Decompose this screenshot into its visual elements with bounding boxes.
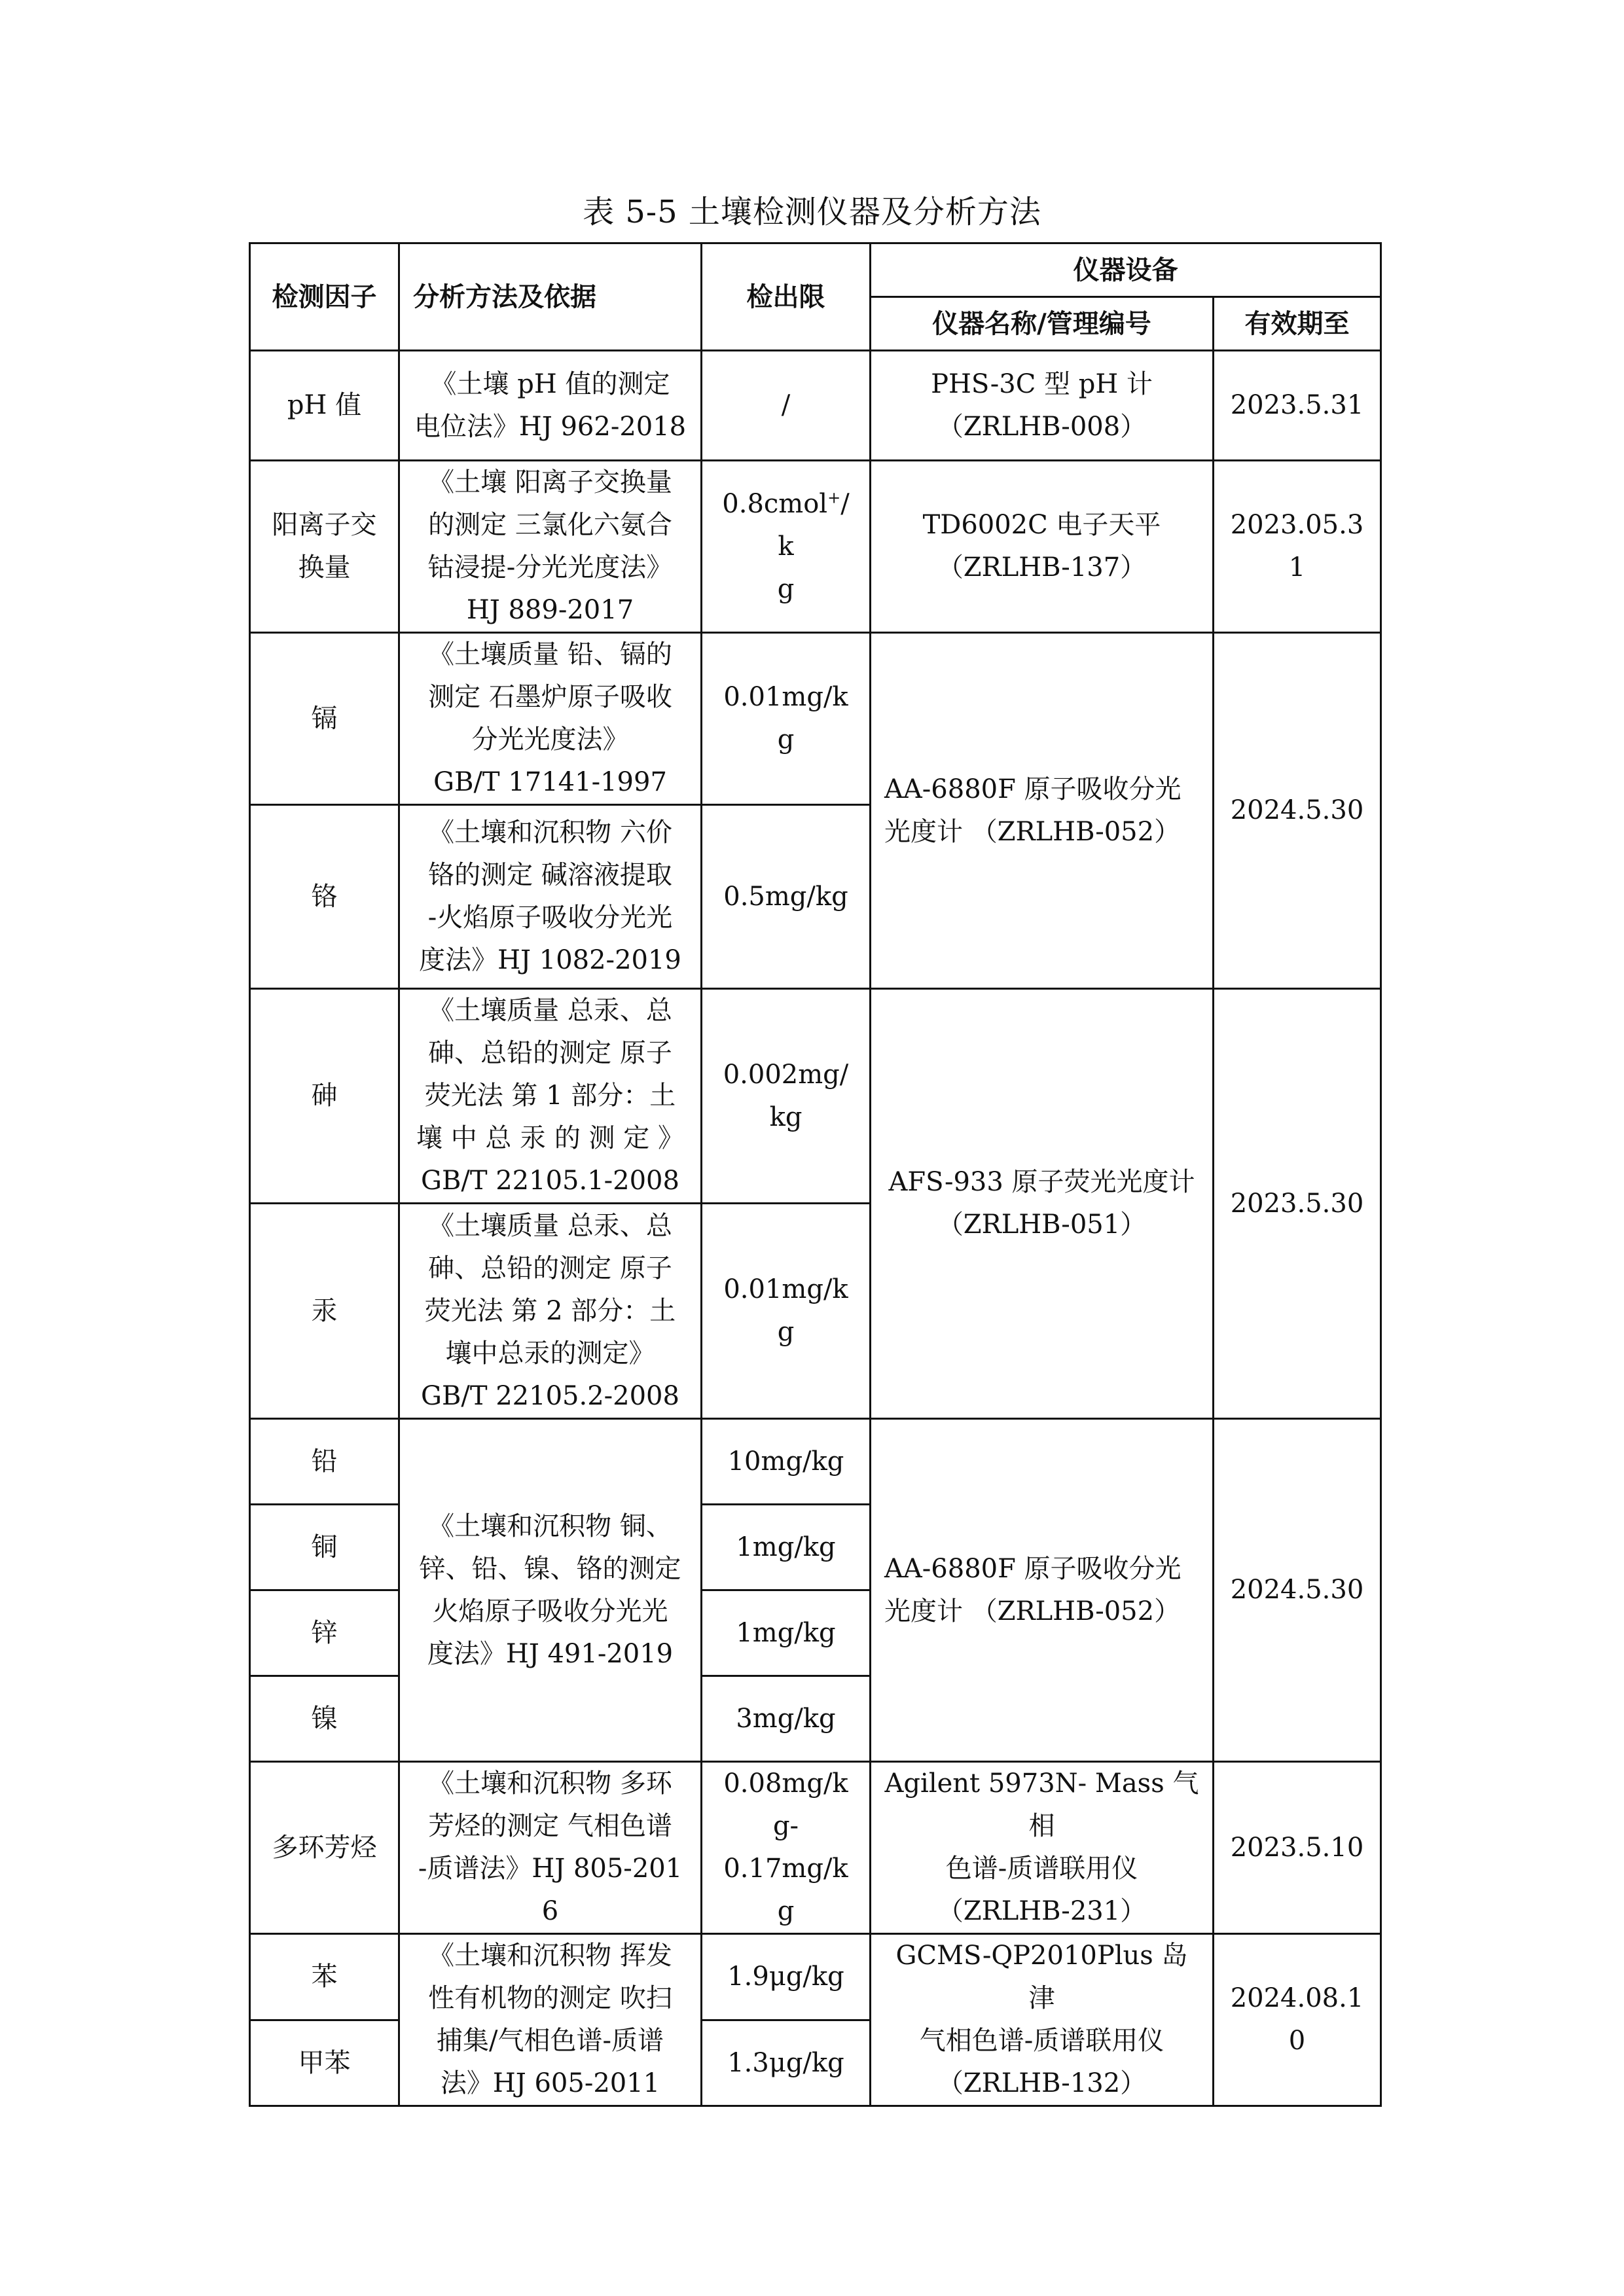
instrument-cell xyxy=(871,351,1214,461)
instrument-line: PHS-3C 型 pH 计 xyxy=(931,368,1153,399)
method-cell xyxy=(399,1762,702,1934)
instrument-line: 色谱-质谱联用仪 xyxy=(945,1854,1138,1884)
method-line: 芳烃的测定 气相色谱 xyxy=(428,1811,672,1841)
valid-cell: 2024.5.30 xyxy=(1214,633,1381,989)
method-line: 《土壤质量 总汞、总 xyxy=(428,1210,672,1241)
valid-cell: 2023.5.10 xyxy=(1214,1762,1381,1934)
factor-cell: 苯 xyxy=(250,1934,399,2020)
factor-cell: 砷 xyxy=(250,989,399,1204)
instrument-line: GCMS-QP2010Plus 岛津 xyxy=(895,1941,1188,2013)
factor-cell: 锌 xyxy=(250,1590,399,1676)
limit-cell: 0.002mg/kg xyxy=(702,989,871,1204)
method-line: -质谱法》HJ 805-2016 xyxy=(418,1854,683,1926)
factor-cell: 多环芳烃 xyxy=(250,1762,399,1934)
method-cell xyxy=(399,989,702,1204)
table-row xyxy=(250,1762,1381,1934)
valid-cell: 2023.5.30 xyxy=(1214,989,1381,1419)
limit-cell: 10mg/kg xyxy=(702,1419,871,1505)
limit-cell xyxy=(702,1762,871,1934)
table-row xyxy=(250,1419,1381,1505)
method-line: HJ 889-2017 xyxy=(466,595,634,625)
instrument-line: 光度计 （ZRLHB-052） xyxy=(884,816,1181,847)
valid-cell: 2023.05.31 xyxy=(1214,461,1381,633)
header-factor: 检测因子 xyxy=(250,243,399,351)
method-line: GB/T 17141-1997 xyxy=(433,767,667,797)
method-line: 度法》HJ 1082-2019 xyxy=(419,945,681,975)
method-line: 《土壤和沉积物 挥发 xyxy=(428,1941,672,1971)
header-limit: 检出限 xyxy=(702,243,871,351)
method-cell xyxy=(399,1204,702,1419)
factor-cell: 镍 xyxy=(250,1676,399,1762)
method-line: 《土壤和沉积物 铜、 xyxy=(428,1511,672,1541)
valid-cell: 2024.5.30 xyxy=(1214,1419,1381,1762)
table-row xyxy=(250,461,1381,633)
factor-cell xyxy=(250,461,399,633)
instrument-cell xyxy=(871,989,1214,1419)
instrument-line: （ZRLHB-051） xyxy=(937,1210,1147,1240)
factor-cell: 铬 xyxy=(250,805,399,989)
method-line: 测定 石墨炉原子吸收 xyxy=(428,682,672,712)
method-line: 《土壤 pH 值的测定 xyxy=(430,368,670,399)
limit-tail: /k xyxy=(778,488,850,562)
method-cell xyxy=(399,351,702,461)
method-line: 钴浸提-分光光度法》 xyxy=(427,552,673,583)
table-row xyxy=(250,989,1381,1204)
method-line: 《土壤 阳离子交换量 xyxy=(428,467,672,497)
limit-cell: 0.01mg/kg xyxy=(702,1204,871,1419)
header-instrument: 仪器名称/管理编号 xyxy=(871,297,1214,351)
method-line: 铬的测定 碱溶液提取 xyxy=(428,860,672,890)
method-line: GB/T 22105.2-2008 xyxy=(421,1380,679,1411)
method-line: 《土壤质量 总汞、总 xyxy=(428,996,672,1026)
method-line: 捕集/气相色谱-质谱 xyxy=(437,2026,664,2056)
limit-cell: 1mg/kg xyxy=(702,1505,871,1590)
method-cell xyxy=(399,461,702,633)
factor-cell: pH 值 xyxy=(250,351,399,461)
instrument-line: 光度计 （ZRLHB-052） xyxy=(884,1596,1181,1626)
factor-line: 阳离子交 xyxy=(272,510,377,540)
instrument-cell xyxy=(871,1762,1214,1934)
method-line: 壤中总汞的测定》 xyxy=(445,1338,655,1369)
method-line: 荧光法 第 2 部分：土 xyxy=(424,1295,676,1326)
limit-line: 0.08mg/kg- xyxy=(723,1768,848,1841)
instrument-cell xyxy=(871,1419,1214,1762)
valid-cell: 2024.08.10 xyxy=(1214,1934,1381,2106)
factor-cell: 铅 xyxy=(250,1419,399,1505)
limit-line: g xyxy=(777,573,795,604)
soil-instrument-table xyxy=(249,242,1382,2107)
limit-line xyxy=(715,483,856,568)
method-line: 分光光度法》 xyxy=(471,725,629,755)
factor-line: 换量 xyxy=(298,552,351,583)
limit-cell: / xyxy=(702,351,871,461)
limit-cell xyxy=(702,461,871,633)
method-cell xyxy=(399,1419,702,1762)
limit-superscript: + xyxy=(827,488,841,507)
method-line: 度法》HJ 491-2019 xyxy=(427,1638,674,1669)
factor-cell: 甲苯 xyxy=(250,2020,399,2106)
instrument-line: AA-6880F 原子吸收分光 xyxy=(884,774,1182,804)
method-line: 电位法》HJ 962-2018 xyxy=(414,411,687,442)
instrument-cell xyxy=(871,461,1214,633)
method-line: 壤 中 总 汞 的 测 定 》 xyxy=(416,1123,684,1153)
method-cell xyxy=(399,1934,702,2106)
header-row xyxy=(250,243,1381,297)
method-line: 砷、总铅的测定 原子 xyxy=(428,1253,672,1283)
method-cell xyxy=(399,633,702,805)
instrument-line: 气相色谱-质谱联用仪 xyxy=(919,2026,1164,2056)
limit-cell: 0.01mg/kg xyxy=(702,633,871,805)
instrument-line: AA-6880F 原子吸收分光 xyxy=(884,1553,1182,1584)
instrument-line: （ZRLHB-137） xyxy=(937,552,1147,583)
limit-cell: 1.3μg/kg xyxy=(702,2020,871,2106)
table-row xyxy=(250,633,1381,805)
limit-cell: 3mg/kg xyxy=(702,1676,871,1762)
instrument-cell xyxy=(871,633,1214,989)
method-line: 砷、总铅的测定 原子 xyxy=(428,1038,672,1068)
limit-line: 0.17mg/kg xyxy=(723,1854,848,1926)
instrument-line: AFS-933 原子荧光光度计 xyxy=(888,1167,1195,1197)
table-title: 表 5-5 土壤检测仪器及分析方法 xyxy=(583,194,1041,230)
header-method: 分析方法及依据 xyxy=(399,243,702,351)
limit-cell: 1mg/kg xyxy=(702,1590,871,1676)
table-row xyxy=(250,351,1381,461)
limit-base: 0.8cmol xyxy=(722,488,828,519)
method-line: 荧光法 第 1 部分：土 xyxy=(424,1081,676,1111)
limit-cell: 0.5mg/kg xyxy=(702,805,871,989)
method-line: -火焰原子吸收分光光 xyxy=(427,903,673,933)
instrument-line: （ZRLHB-008） xyxy=(937,411,1147,442)
method-line: 《土壤质量 铅、镉的 xyxy=(428,639,672,670)
instrument-line: Agilent 5973N- Mass 气相 xyxy=(884,1768,1199,1841)
method-line: GB/T 22105.1-2008 xyxy=(421,1166,679,1196)
method-line: 性有机物的测定 吹扫 xyxy=(428,1983,672,2013)
header-valid: 有效期至 xyxy=(1214,297,1381,351)
method-line: 锌、铅、镍、铬的测定 xyxy=(419,1553,681,1584)
method-line: 法》HJ 605-2011 xyxy=(440,2068,660,2098)
table-row xyxy=(250,1934,1381,2020)
valid-cell: 2023.5.31 xyxy=(1214,351,1381,461)
instrument-line: （ZRLHB-231） xyxy=(937,1896,1147,1926)
method-cell xyxy=(399,805,702,989)
method-line: 的测定 三氯化六氨合 xyxy=(428,510,672,540)
instrument-cell xyxy=(871,1934,1214,2106)
method-line: 火焰原子吸收分光光 xyxy=(432,1596,668,1626)
method-line: 《土壤和沉积物 六价 xyxy=(428,817,672,848)
instrument-line: TD6002C 电子天平 xyxy=(922,510,1161,540)
limit-cell: 1.9μg/kg xyxy=(702,1934,871,2020)
factor-cell: 汞 xyxy=(250,1204,399,1419)
header-equipment: 仪器设备 xyxy=(871,243,1381,297)
instrument-line: （ZRLHB-132） xyxy=(937,2068,1147,2098)
method-line: 《土壤和沉积物 多环 xyxy=(428,1768,672,1799)
factor-cell: 铜 xyxy=(250,1505,399,1590)
factor-cell: 镉 xyxy=(250,633,399,805)
